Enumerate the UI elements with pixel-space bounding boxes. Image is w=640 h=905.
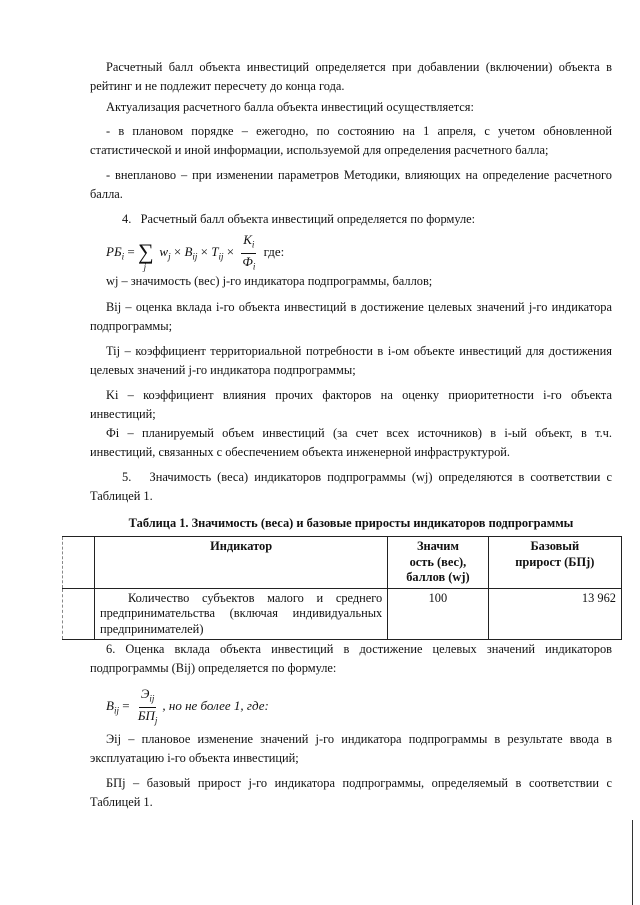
paragraph-actualization: Актуализация расчетного балла объекта инвестиций осуществляется: [106,100,474,114]
indicators-table [62,536,622,640]
table-header-base: Базовый прирост (БПj) [488,537,621,589]
formula-rating-score: $РБ_i = \sum_j$ $w_j \times B_{ij} \times T_{ij}$ × $\frac{K_i}{Ф_i}$ где: [106,232,284,274]
table-cell-base: 13 962 [488,588,621,640]
table-header-empty [63,537,95,589]
definition-eij: Эij – плановое изменение значений j-го индикатора подпрограммы в результате ввода в эксплуатацию i-го объекта инвестиций; [90,732,612,765]
item-number: 4. [122,212,132,226]
paragraph-rating-score: Расчетный балл объекта инвестиций определяется при добавлении (включении) объекта в рейтинг и не подлежит пересчету до конца года. [90,60,612,93]
item-text: Значимость (веса) индикаторов подпрограммы (wj) определяются в соответствии с Таблицей 1. [90,470,613,503]
table-title: Таблица 1. Значимость (веса) и базовые приросты индикаторов подпрограммы [128,516,574,530]
fraction-k-over-f: $\frac{K_i}{Ф_i}$ [242,232,256,272]
scan-edge-line [632,820,633,905]
definition-ki: Ki – коэффициент влияния прочих факторов на оценку приоритетности i-го объекта инвестиций; [90,388,612,421]
definition-bij: Bij – оценка вклада i-го объекта инвестиций в достижение целевых значений j-го индикатора подпрограммы; [90,300,612,333]
paragraph-planned-update: - в плановом порядке – ежегодно, по состоянию на 1 апреля, с учетом обновленной статистической и иной информации, используемой для определения расчетного балла; [90,124,612,157]
table-header-indicator: Индикатор [94,537,387,589]
definition-wj: wj – значимость (вес) j-го индикатора подпрограммы, баллов; [106,274,433,288]
table-row [63,588,622,640]
table-header-row [63,537,622,589]
definition-fi: Фi – планируемый объем инвестиций (за счет всех источников) в i-ый объект, в т.ч. инвестиций, связанных с обеспечением объекта инженерной инфраструктурой. [90,426,612,459]
paragraph-item-6: 6. Оценка вклада объекта инвестиций в достижение целевых значений индикаторов подпрограммы (Bij) определяется по формуле: [90,642,612,675]
sum-sign: ∑ [137,239,154,265]
item-text: Расчетный балл объекта инвестиций определяется по формуле: [140,212,476,226]
table-header-weight: Значим ость (вес), баллов (wj) [388,537,488,589]
paragraph-unplanned-update: - внепланово – при изменении параметров Методики, влияющих на определение расчетного балла. [90,168,612,201]
table-cell-weight: 100 [388,588,488,640]
definition-tij: Tij – коэффициент территориальной потребности в i-ом объекте инвестиций для достижения целевых значений j-го индикатора подпрограммы; [90,344,612,377]
item-number: 5. [122,470,132,484]
paragraph-item-4 [90,210,612,229]
fraction-e-over-bp: $\frac{Э_{ij}}{БП_j}$ [137,686,158,726]
formula-contribution: $B_{ij}$ = $\frac{Э_{ij}}{БП_j}$ , но не более 1, где: [106,686,269,728]
paragraph-item-5 [90,468,612,505]
definition-bpj: БПj – базовый прирост j-го индикатора подпрограммы, определяемый в соответствии с Таблицей 1. [90,776,612,809]
table-cell-indicator: Количество субъектов малого и среднего предпринимательства (включая индивидуальных предпринимателей) [94,588,387,640]
